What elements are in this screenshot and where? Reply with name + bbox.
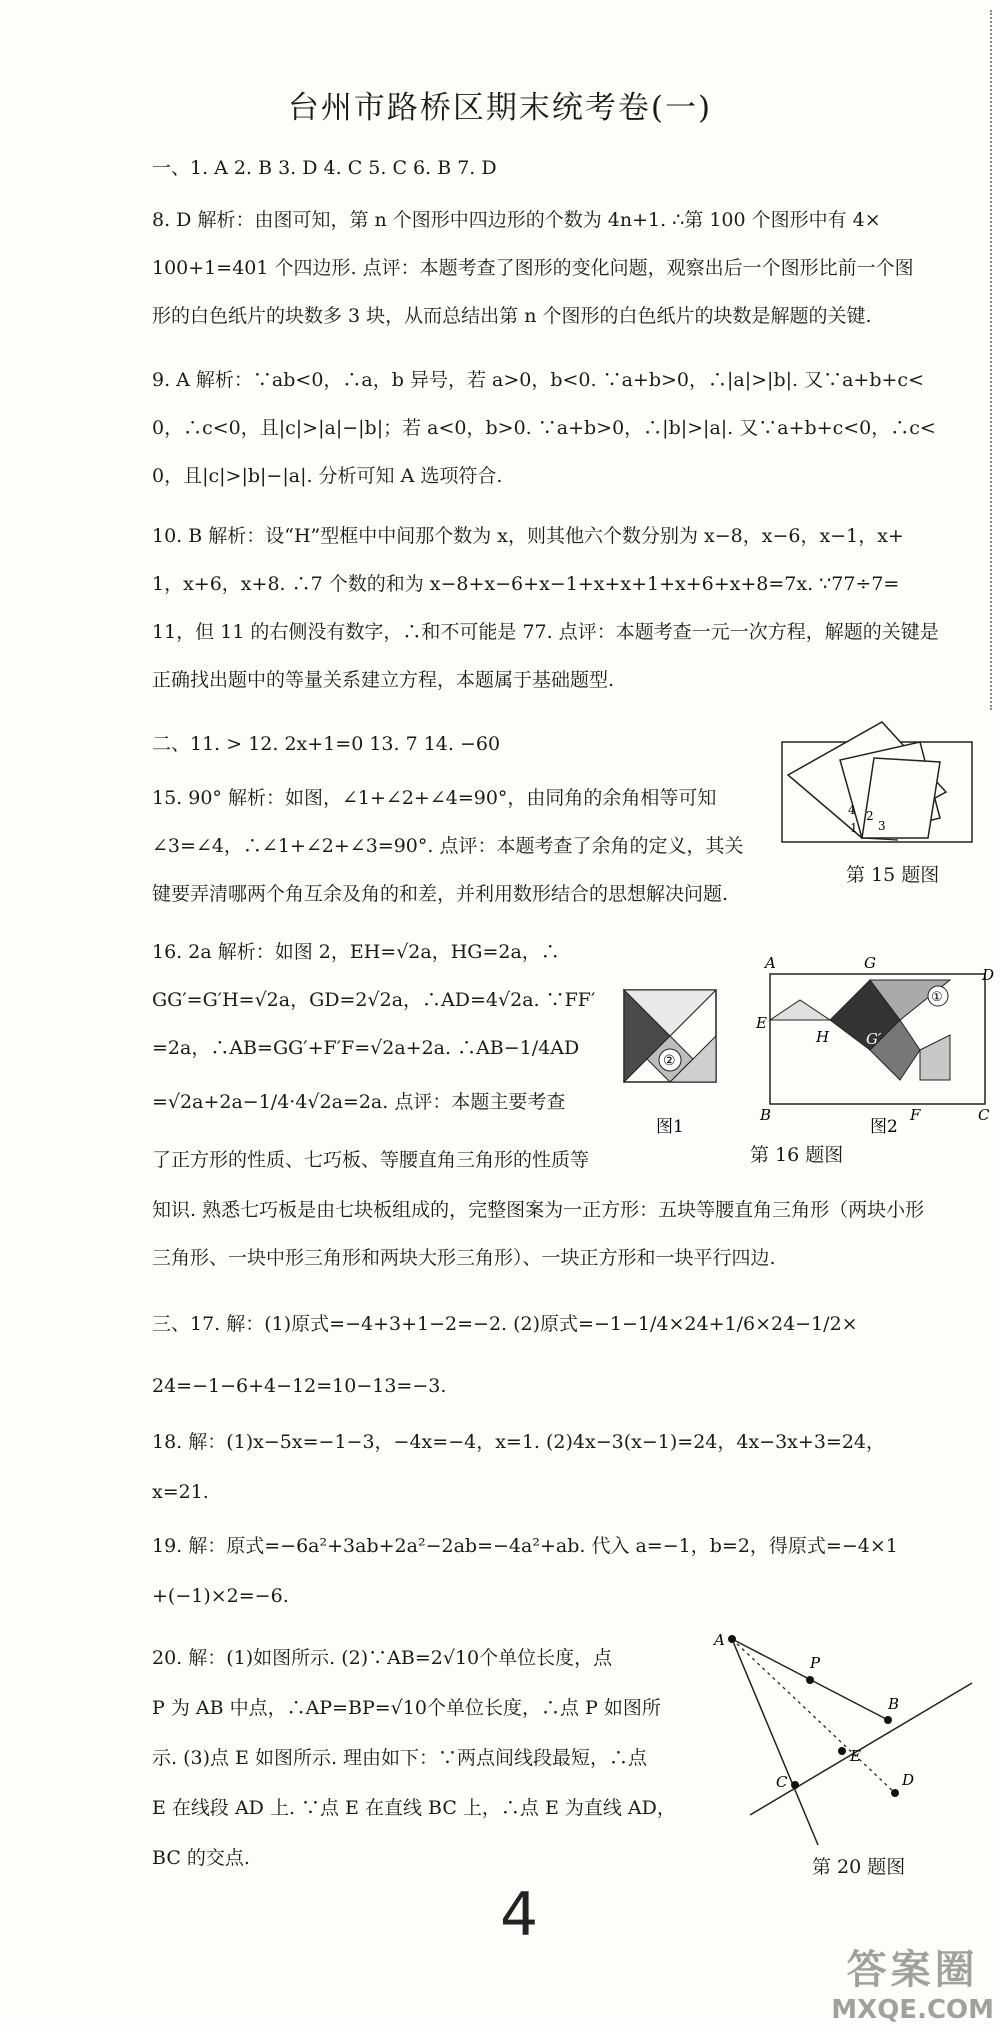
fig16-label-C: C bbox=[978, 1106, 990, 1124]
watermark bbox=[831, 1938, 994, 2025]
q20-line5: BC 的交点. bbox=[152, 1847, 250, 1869]
fig16-label-circle2: ② bbox=[663, 1053, 676, 1069]
q17-line2: 24=−1−6+4−12=10−13=−3. bbox=[152, 1375, 447, 1397]
q20-line2: P 为 AB 中点，∴AP=BP=√10个单位长度，∴点 P 如图所 bbox=[152, 1697, 661, 1719]
q10-line3: 11，但 11 的右侧没有数字，∴和不可能是 77. 点评：本题考查一元一次方程，解题的关键是 bbox=[152, 621, 939, 643]
section2-answers: 二、11. > 12. 2x+1=0 13. 7 14. −60 bbox=[152, 733, 501, 755]
page-title: 台州市路桥区期末统考卷(一) bbox=[287, 90, 713, 126]
fig20-label-C: C bbox=[776, 1773, 788, 1791]
page-number: 4 bbox=[500, 1880, 539, 1950]
fig16-rectangle bbox=[755, 954, 994, 1124]
q15-line3: 键要弄清哪两个角互余及角的和差，并利用数形结合的思想解决问题. bbox=[152, 883, 729, 905]
fig16-label-circle1: ① bbox=[931, 990, 943, 1005]
q8-line2: 100+1=401 个四边形. 点评：本题考查了图形的变化问题，观察出后一个图形比前一个图 bbox=[152, 257, 914, 279]
fig15-label-4: 4 bbox=[848, 803, 856, 817]
q16-line5: 了正方形的性质、七巧板、等腰直角三角形的性质等 bbox=[152, 1149, 590, 1171]
fig16-label-Gprime: G′ bbox=[866, 1030, 882, 1048]
q10-line2: 1，x+6，x+8. ∴7 个数的和为 x−8+x−6+x−1+x+x+1+x+6+x+8=7x. ∵77÷7= bbox=[152, 573, 900, 595]
fig16-label-G: G bbox=[864, 954, 876, 972]
q18-line1: 18. 解：(1)x−5x=−1−3，−4x=−4，x=1. (2)4x−3(x−1)=24，4x−3x+3=24， bbox=[152, 1431, 886, 1453]
fig16-tangram-square bbox=[624, 990, 716, 1082]
q16-line4: =√2a+2a−1/4·4√2a=2a. 点评：本题主要考查 bbox=[152, 1091, 566, 1113]
watermark-line2: MXQE.COM bbox=[831, 1995, 994, 2025]
q16-line6: 知识. 熟悉七巧板是由七块板组成的，完整图案为一正方形：五块等腰直角三角形（两块小形 bbox=[152, 1199, 925, 1221]
fig15-label-1: 1 bbox=[850, 821, 858, 835]
fig20-label-P: P bbox=[810, 1654, 821, 1672]
q19-line1: 19. 解：原式=−6a²+3ab+2a²−2ab=−4a²+ab. 代入 a=−1，b=2，得原式=−4×1 bbox=[152, 1535, 898, 1557]
q10-line4: 正确找出题中的等量关系建立方程，本题属于基础题型. bbox=[152, 669, 615, 691]
fig20-label-E: E bbox=[850, 1747, 861, 1765]
q20-line1: 20. 解：(1)如图所示. (2)∵AB=2√10个单位长度，点 bbox=[152, 1647, 613, 1669]
q8-line1: 8. D 解析：由图可知，第 n 个图形中四边形的个数为 4n+1. ∴第 100 个图形中有 4× bbox=[152, 209, 881, 231]
fig15-label-3: 3 bbox=[878, 819, 886, 833]
q8-line3: 形的白色纸片的块数多 3 块，从而总结出第 n 个图形的白色纸片的块数是解题的关键. bbox=[152, 305, 872, 327]
fig15-caption: 第 15 题图 bbox=[846, 864, 940, 886]
q15-line1: 15. 90° 解析：如图，∠1+∠2+∠4=90°，由同角的余角相等可知 bbox=[152, 787, 717, 809]
q16-line2: GG′=G′H=√2a，GD=2√2a，∴AD=4√2a. ∵FF′ bbox=[152, 989, 596, 1011]
q9-line1: 9. A 解析：∵ab<0，∴a，b 异号，若 a>0，b<0. ∵a+b>0，∴|a|>|b|. 又∵a+b+c< bbox=[152, 369, 924, 391]
fig16-label-D: D bbox=[982, 966, 995, 984]
q10-line1: 10. B 解析：设“H”型框中中间那个数为 x，则其他六个数分别为 x−8，x−6，x−1，x+ bbox=[152, 525, 904, 547]
fig20-label-B: B bbox=[888, 1695, 900, 1713]
fig16-sub1: 图1 bbox=[656, 1117, 684, 1137]
fig20-label-D: D bbox=[902, 1771, 915, 1789]
q19-line2: +(−1)×2=−6. bbox=[152, 1585, 289, 1607]
fig16-sub2: 图2 bbox=[870, 1117, 898, 1137]
fig16-label-E: E bbox=[756, 1014, 767, 1032]
fig20-label-A: A bbox=[714, 1631, 725, 1649]
fig15-diagram bbox=[770, 720, 982, 850]
fig16-diagram bbox=[620, 950, 995, 1137]
q20-line3: 示. (3)点 E 如图所示. 理由如下：∵两点间线段最短，∴点 bbox=[152, 1747, 648, 1769]
section1-answers: 一、1. A 2. B 3. D 4. C 5. C 6. B 7. D bbox=[152, 157, 497, 179]
fig20-diagram bbox=[710, 1631, 980, 1850]
q18-line2: x=21. bbox=[152, 1481, 209, 1503]
q15-line2: ∠3=∠4，∴∠1+∠2+∠3=90°. 点评：本题考查了余角的定义，其关 bbox=[152, 835, 744, 857]
q9-line2: 0，∴c<0，且|c|>|a|−|b|；若 a<0，b>0. ∵a+b>0，∴|b|>|a|. 又∵a+b+c<0，∴c< bbox=[152, 417, 936, 439]
fig20-caption: 第 20 题图 bbox=[812, 1856, 906, 1878]
watermark-line1: 答案圈 bbox=[846, 1947, 979, 1993]
fig16-caption: 第 16 题图 bbox=[750, 1144, 844, 1166]
fig15-label-2: 2 bbox=[866, 809, 874, 823]
fig16-label-H: H bbox=[816, 1028, 830, 1046]
fig16-label-F: F bbox=[910, 1106, 921, 1124]
q16-line1: 16. 2a 解析：如图 2，EH=√2a，HG=2a，∴ bbox=[152, 941, 560, 963]
fig16-label-A: A bbox=[765, 954, 776, 972]
q16-line7: 三角形、一块中形三角形和两块大形三角形）、一块正方形和一块平行四边. bbox=[152, 1247, 776, 1269]
q20-line4: E 在线段 AD 上. ∵点 E 在直线 BC 上，∴点 E 为直线 AD， bbox=[152, 1797, 676, 1819]
q16-line3: =2a，∴AB=GG′+F′F=√2a+2a. ∴AB−1/4AD bbox=[152, 1037, 580, 1059]
fig16-label-B: B bbox=[760, 1106, 772, 1124]
q17-line1: 三、17. 解：(1)原式=−4+3+1−2=−2. (2)原式=−1−1/4×24+1/6×24−1/2× bbox=[152, 1313, 858, 1335]
q9-line3: 0，且|c|>|b|−|a|. 分析可知 A 选项符合. bbox=[152, 465, 503, 487]
